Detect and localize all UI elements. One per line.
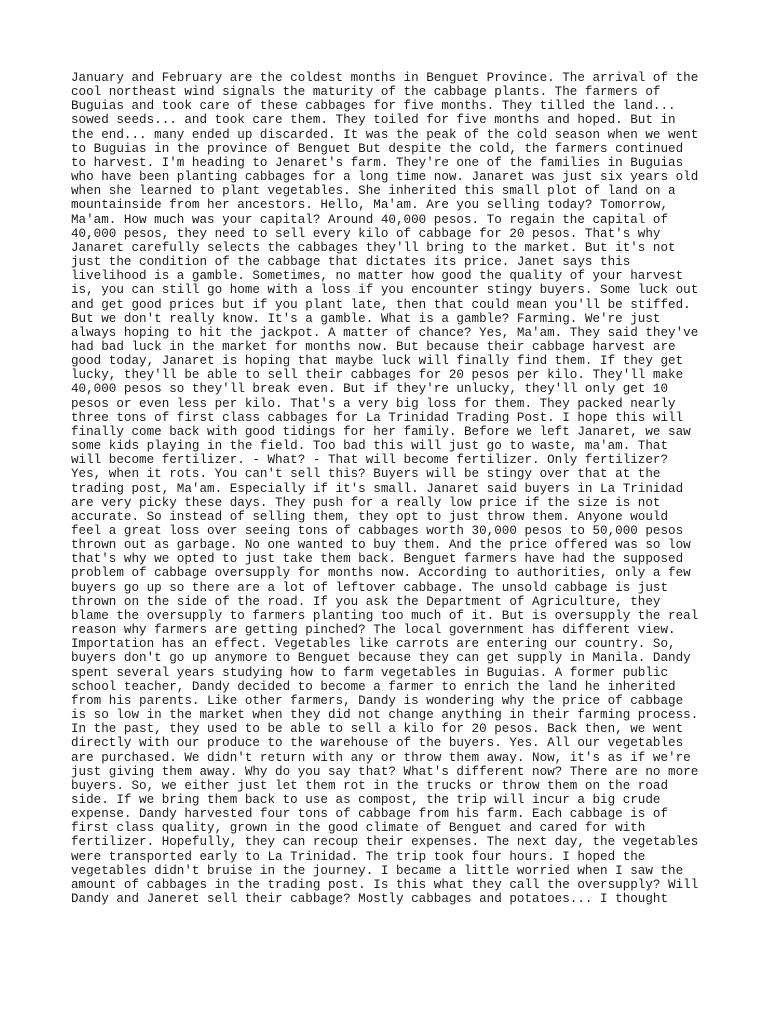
text-line: were transported early to La Trinidad. The trip took four hours. I hoped the — [71, 849, 646, 864]
text-line: will become fertilizer. - What? - That will become fertilizer. Only fertilizer? — [71, 453, 669, 468]
text-line: pesos or even less per kilo. That's a very big loss for them. They packed nearly — [71, 396, 676, 411]
text-line: side. If we bring them back to use as compost, the trip will incur a big crude — [71, 792, 661, 807]
transcript-text — [71, 71, 701, 906]
text-line: are purchased. We didn't return with any or throw them away. Now, it's as if we're — [71, 750, 691, 765]
text-line: and get good prices but if you plant late, then that could mean you'll be stiffed. — [71, 297, 691, 312]
text-line: reason why farmers are getting pinched? The local government has different view. — [71, 623, 676, 638]
text-line: Janaret carefully selects the cabbages they'll bring to the market. But it's not — [71, 240, 676, 255]
text-line: Ma'am. How much was your capital? Around 40,000 pesos. To regain the capital of — [71, 212, 669, 227]
text-line: feel a great loss over seeing tons of cabbages worth 30,000 pesos to 50,000 pesos — [71, 524, 684, 538]
text-line: buyers. So, we either just let them rot in the trucks or throw them on the road — [71, 778, 669, 793]
text-line: buyers go up so there are a lot of leftover cabbage. The unsold cabbage is just — [71, 580, 669, 595]
text-line: Dandy and Janeret sell their cabbage? Mostly cabbages and potatoes... I thought — [71, 892, 669, 907]
text-line: spent several years studying how to farm vegetables in Buguias. A former public — [71, 665, 669, 680]
text-line: finally come back with good tidings for her family. Before we left Janaret, we saw — [71, 424, 691, 439]
text-line: are very picky these days. They push for a really low price if the size is not — [71, 495, 661, 510]
text-line: is, you can still go home with a loss if you encounter stingy buyers. Some luck out — [71, 283, 699, 298]
text-line: January and February are the coldest months in Benguet Province. The arrival of the — [71, 71, 699, 85]
text-line: In the past, they used to be able to sell a kilo for 20 pesos. Back then, we went — [71, 722, 684, 737]
text-line: thrown on the side of the road. If you ask the Department of Agriculture, they — [71, 594, 661, 609]
text-line: that's why we opted to just take them back. Benguet farmers have had the supposed — [71, 552, 684, 567]
text-line: thrown out as garbage. No one wanted to buy them. And the price offered was so low — [71, 538, 691, 553]
text-line: is so low in the market when they did not change anything in their farming process. — [71, 708, 699, 723]
text-line: But we don't really know. It's a gamble. What is a gamble? Farming. We're just — [71, 311, 661, 326]
text-line: always hoping to hit the jackpot. A matter of chance? Yes, Ma'am. They said they've — [71, 325, 699, 340]
text-line: mountainside from her ancestors. Hello, Ma'am. Are you selling today? Tomorrow, — [71, 198, 669, 213]
text-line: to Buguias in the province of Benguet But despite the cold, the farmers continued — [71, 141, 684, 156]
text-line: sowed seeds... and took care them. They toiled for five months and hoped. But in — [71, 113, 676, 128]
text-line: who have been planting cabbages for a long time now. Janaret was just six years old — [71, 170, 699, 185]
text-line: Importation has an effect. Vegetables like carrots are entering our country. So, — [71, 637, 676, 652]
text-line: trading post, Ma'am. Especially if it's small. Janaret said buyers in La Trinidad — [71, 481, 684, 496]
text-line: lucky, they'll be able to sell their cabbages for 20 pesos per kilo. They'll make — [71, 368, 684, 383]
text-line: expense. Dandy harvested four tons of cabbage from his farm. Each cabbage is of — [71, 807, 669, 822]
text-line: first class quality, grown in the good climate of Benguet and cared for with — [71, 821, 646, 836]
text-line: directly with our produce to the warehouse of the buyers. Yes. All our vegetables — [71, 736, 684, 751]
text-line: cool northeast wind signals the maturity of the cabbage plants. The farmers of — [71, 85, 661, 100]
text-line: Yes, when it rots. You can't sell this? Buyers will be stingy over that at the — [71, 467, 661, 482]
text-line: fertilizer. Hopefully, they can recoup their expenses. The next day, the vegetables — [71, 835, 699, 850]
text-line: just the condition of the cabbage that dictates its price. Janet says this — [71, 255, 631, 270]
text-line: school teacher, Dandy decided to become a farmer to enrich the land he inherited — [71, 679, 676, 694]
text-line: 40,000 pesos so they'll break even. But if they're unlucky, they'll only get 10 — [71, 382, 669, 397]
text-line: from his parents. Like other farmers, Dandy is wondering why the price of cabbage — [71, 693, 684, 708]
text-line: buyers don't go up anymore to Benguet because they can get supply in Manila. Dandy — [71, 651, 691, 666]
text-line: Buguias and took care of these cabbages for five months. They tilled the land... — [71, 99, 676, 114]
text-line: had bad luck in the market for months now. But because their cabbage harvest are — [71, 339, 676, 354]
text-line: blame the oversupply to farmers planting too much of it. But is oversupply the real — [71, 608, 699, 623]
text-line: to harvest. I'm heading to Jenaret's farm. They're one of the families in Buguias — [71, 155, 684, 170]
text-line: amount of cabbages in the trading post. Is this what they call the oversupply? Will — [71, 877, 699, 892]
text-line: when she learned to plant vegetables. She inherited this small plot of land on a — [71, 184, 676, 199]
text-line: some kids playing in the field. Too bad this will just go to waste, ma'am. That — [71, 439, 669, 454]
text-line: problem of cabbage oversupply for months now. According to authorities, only a few — [71, 566, 691, 581]
text-line: accurate. So instead of selling them, they opt to just throw them. Anyone would — [71, 509, 669, 524]
text-line: livelihood is a gamble. Sometimes, no matter how good the quality of your harvest — [71, 269, 684, 284]
text-line: three tons of first class cabbages for La Trinidad Trading Post. I hope this will — [71, 410, 684, 425]
text-line: just giving them away. Why do you say that? What's different now? There are no more — [71, 764, 699, 779]
text-line: the end... many ended up discarded. It was the peak of the cold season when we went — [71, 127, 699, 142]
text-line: good today, Janaret is hoping that maybe luck will finally find them. If they get — [71, 354, 684, 369]
text-line: vegetables didn't bruise in the journey. I became a little worried when I saw the — [71, 863, 684, 878]
text-line: 40,000 pesos, they need to sell every kilo of cabbage for 20 pesos. That's why — [71, 226, 661, 241]
